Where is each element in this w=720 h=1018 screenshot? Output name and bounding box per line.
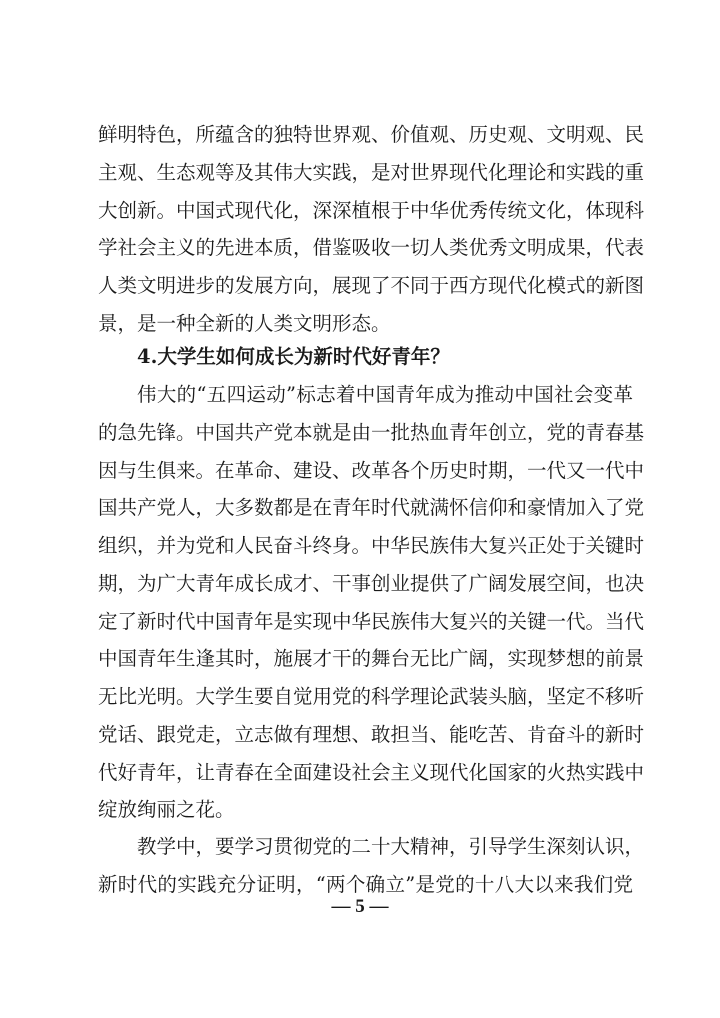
paragraph-2 xyxy=(98,376,645,829)
paragraph-1 xyxy=(98,116,645,343)
text-line: 国共产党人，大多数都是在青年时代就满怀信仰和豪情加入了党 xyxy=(98,496,645,520)
section-heading: 4.大学生如何成长为新时代好青年？ xyxy=(137,345,450,368)
text-line: 人类文明进步的发展方向，展现了不同于西方现代化模式的新图 xyxy=(98,274,645,297)
text-line: 主观、生态观等及其伟大实践，是对世界现代化理论和实践的重 xyxy=(98,160,645,184)
text-line: 因与生俱来。在革命、建设、改革各个历史时期，一代又一代中 xyxy=(98,458,645,482)
text-line: 景，是一种全新的人类文明形态。 xyxy=(98,311,391,335)
text-line: 大创新。中国式现代化，深深植根于中华优秀传统文化，体现科 xyxy=(98,198,645,222)
text-line: 中国青年生逢其时，施展才干的舞台无比广阔，实现梦想的前景 xyxy=(98,647,645,671)
text-line: 新时代的实践充分证明，“两个确立”是党的十八大以来我们党 xyxy=(98,872,633,896)
text-line: 绽放绚丽之花。 xyxy=(98,798,235,822)
text-line: 组织，并为党和人民奋斗终身。中华民族伟大复兴正处于关键时 xyxy=(98,534,645,557)
page-number: — 5 — xyxy=(331,896,389,917)
text-line: 教学中，要学习贯彻党的二十大精神，引导学生深刻认识， xyxy=(137,835,645,858)
text-line: 的急先锋。中国共产党本就是由一批热血青年创立，党的青春基 xyxy=(98,420,645,444)
text-line: 代好青年，让青春在全面建设社会主义现代化国家的火热实践中 xyxy=(98,760,645,784)
text-line: 定了新时代中国青年是实现中华民族伟大复兴的关键一代。当代 xyxy=(98,609,645,633)
text-line: 无比光明。大学生要自觉用党的科学理论武装头脑，坚定不移听 xyxy=(98,685,645,708)
paragraph-3 xyxy=(98,828,645,904)
text-line: 学社会主义的先进本质，借鉴吸收一切人类优秀文明成果，代表 xyxy=(98,236,645,260)
text-line: 伟大的“五四运动”标志着中国青年成为推动中国社会变革 xyxy=(137,383,633,406)
text-line: 期，为广大青年成长成才、干事创业提供了广阔发展空间，也决 xyxy=(98,571,645,595)
text-line: 鲜明特色，所蕴含的独特世界观、价值观、历史观、文明观、民 xyxy=(98,123,645,146)
text-line: 党话、跟党走，立志做有理想、敢担当、能吃苦、肯奋斗的新时 xyxy=(98,722,645,746)
